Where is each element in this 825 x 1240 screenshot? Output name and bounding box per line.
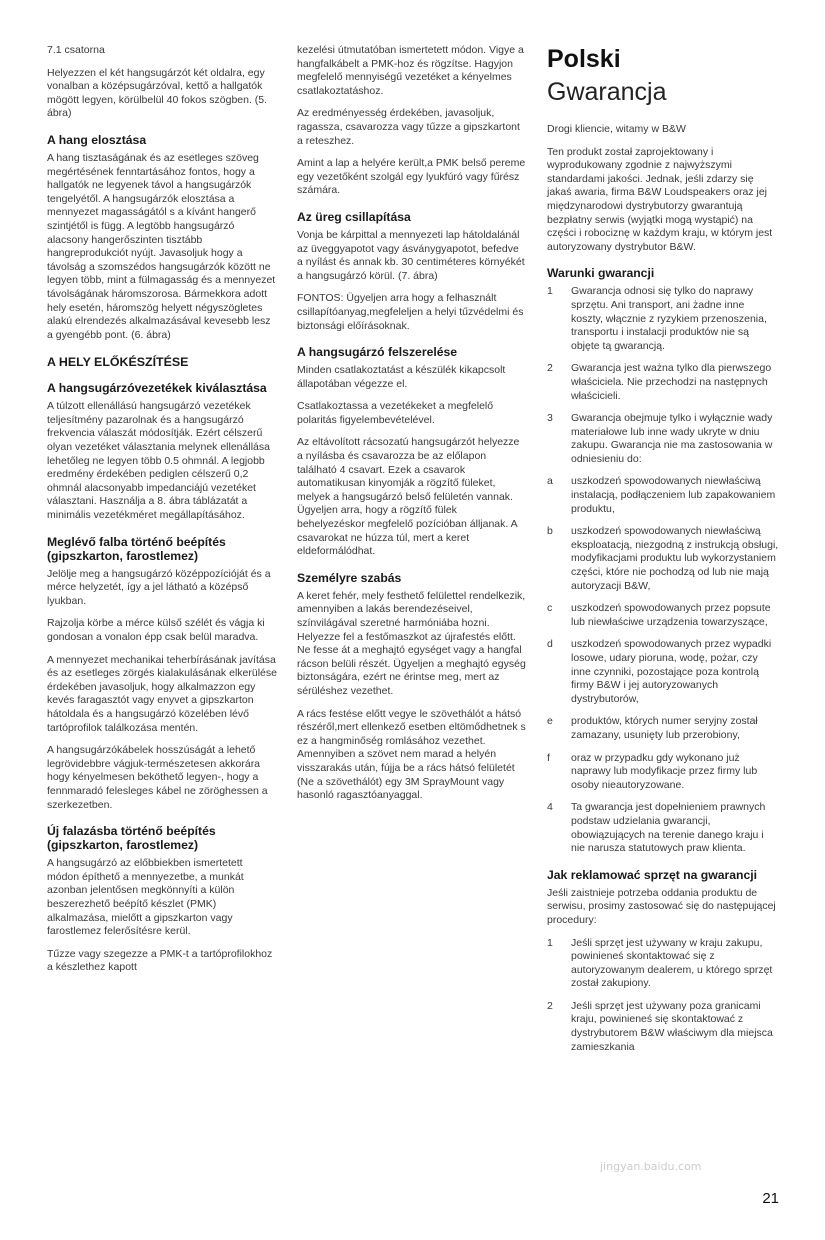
- list-marker: e: [547, 715, 553, 728]
- list-item-text: Ta gwarancja jest dopełnieniem prawnych podstaw udzielania gwarancji, obowiązujących na terenie danego kraju i nie narusza statutowych praw klienta.: [571, 801, 766, 855]
- paragraph-existing-wall-4: A hangsugárzókábelek hosszúságát a lehető legrövidebbre vágjuk-természetesen akkorára hogy kényelmesen beköthető legyen-, hogy a fennmaradó felesleges kábel ne zöröghessen a szerkezetben.: [47, 744, 268, 811]
- list-item: [547, 362, 779, 403]
- list-item-text: Gwarancja odnosi się tylko do naprawy sprzętu. Ani transport, ani żadne inne koszty, włącznie z ryzykiem przenoszenia, transportu i instalacji produktów nie są objęte tą gwarancją.: [571, 285, 767, 352]
- list-item-text: uszkodzeń spowodowanych przez popsute lub niewłaściwe urządzenia towarzyszące,: [571, 602, 771, 628]
- list-marker: c: [547, 602, 553, 615]
- list-item: [547, 412, 779, 466]
- page-number: 21: [762, 1190, 779, 1207]
- list-item: [547, 715, 779, 742]
- list-item: [547, 638, 779, 706]
- paragraph-cable-selection: A túlzott ellenállású hangsugárzó vezetékek teljesítmény pazarolnak és a hangsugárzó frekvencia válaszát módosítják. Ezért célszerű olyan vezetéket választania melynek ellenállása lehetőleg ne legyen több 0.5 ohmnál. A legjobb eredmény érdekében pediglen célszerű 0,2 ohmnál alacsonyabb impedanciájú vezetéket választani. Használja a 8. ábra táblázatát a minimális vezetékméret megállapításához.: [47, 400, 270, 522]
- paragraph-mounting-3: Az eltávolított rácsozatú hangsugárzót helyezze a nyílásba és csavarozza be az előlapon található 4 csavart. Ezek a csavarok automatikusan kinyomják a rögzítő füleket, melyek a hangsugárzó belső felületén vannak. Ügyeljen arra, hogy a rögzítő fülek behelyezéskor megfelelő pozícióban álljanak. A csavarokat ne húzza túl, mert a keret eldeformálódhat.: [297, 436, 520, 558]
- paragraph-continued-3: Amint a lap a helyére került,a PMK belső pereme egy vezetőként szolgál egy lyukfúró vagy fűrész számára.: [297, 157, 526, 197]
- heading-cavity-damping: Az üreg csillapítása: [297, 209, 411, 224]
- list-item-text: oraz w przypadku gdy wykonano już naprawy lub modyfikacje przez firmy lub osoby nieautoryzowane.: [571, 751, 758, 791]
- paragraph-sound-distribution: A hang tisztaságának és az esetleges szöveg megértésének fenntartásához fontos, hogy a hallgatók ne legyenek távol a hangsugárzók tengelyétől. A hangsugárzók elosztása a mennyezet magasságától s a kívánt hangerő szintjétől is függ. A legtöbb hangsugárzó alacsony hangerőszinten tisztább hangreprodukciót nyújt. Javasoljuk hogy a távolság a szomszédos hangsugárzók között ne legyen több, mint a fülmagasság és a mennyezet távolságának háromszorosa. Bármekkora adott hely esetén, háromszög helyett négyszögletes alakú elrendezés alkalmazásával kevesebb lesz a gyengébb pont. (6. ábra): [47, 151, 276, 341]
- list-item: [547, 475, 779, 516]
- column-3-polish: [547, 44, 779, 1063]
- list-item-text: uszkodzeń spowodowanych niewłaściwą eksploatacją, niezgodną z instrukcją obsługi, modyfikacjami produktu lub wykorzystaniem części, które nie pochodzą od lub nie mają autoryzacji B&W,: [571, 525, 779, 592]
- paragraph-continued-1: kezelési útmutatóban ismertetett módon. Vigye a hangfalkábelt a PMK-hoz és rögzítse. Hagyjon megfelelő mennyiségű vezetéket a kényelmes csatlakoztatáshoz.: [297, 44, 524, 97]
- list-item: [547, 801, 779, 855]
- paragraph-mounting-1: Minden csatlakoztatást a készülék kikapcsolt állapotában végezze el.: [297, 364, 506, 390]
- list-item: [547, 752, 779, 793]
- column-1-hungarian: [47, 44, 277, 984]
- paragraph-continued-2: Az eredményesség érdekében, javasoljuk, ragassza, csavarozza vagy tűzze a gipszkartont a reteszhez.: [297, 107, 520, 147]
- list-item: [547, 1000, 779, 1054]
- paragraph-customisation-1: A keret fehér, mely festhető felülettel rendelkezik, amennyiben a lakás berendezéseivel, színvilágával szeretné harmóniába hozni. Helyezze fel a festőmaszkot az újrafestés előtt. Ne fesse át a meghajtó egységet vagy a hangfal rácson belüli részét. Ügyeljen a meghajtó egység biztonságára, ezért ne érintse meg, mert az sérüléshez vezethet.: [297, 589, 526, 697]
- warranty-conditions-list: [547, 285, 779, 855]
- heading-site-preparation: A HELY ELŐKÉSZÍTÉSE: [47, 355, 189, 370]
- list-marker: 1: [547, 936, 553, 949]
- paragraph-claim-intro: Jeśli zaistnieje potrzeba oddania produktu de serwisu, prosimy zastosować się do następującej procedury:: [547, 886, 776, 926]
- paragraph-cavity-damping-2: FONTOS: Ügyeljen arra hogy a felhasznált csillapítóanyag,megfeleljen a helyi tűzvédelmi és biztonsági előírásoknak.: [297, 292, 524, 332]
- paragraph-warranty-intro: Ten produkt został zaprojektowany i wyprodukowany zgodnie z najwyższymi standardami jakości. Jednak, jeśli zdarzy się jakaś awaria, firma B&W Loudspeakers oraz jej międzynarodowi dystrybutorzy gwarantują bezpłatny serwis (wyjątki mogą wystąpić) na części i robociznę w każdym kraju, w którym jest autoryzowany dystrybutor B&W.: [547, 145, 773, 253]
- list-item-text: uszkodzeń spowodowanych niewłaściwą instalacją, podłączeniem lub zapakowaniem produktu,: [571, 475, 776, 515]
- list-marker: 1: [547, 285, 553, 298]
- heading-new-wall: Új falazásba történő beépítés (gipszkarton, farostlemez): [47, 824, 216, 853]
- paragraph-intro: Helyezzen el két hangsugárzót két oldalra, egy vonalban a középsugárzóval, kettő a hallgatók mögött legyen, körülbelül 40 fokos szögben. (5. ábra): [47, 66, 268, 120]
- heading-cable-selection: A hangsugárzóvezetékek kiválasztása: [47, 381, 267, 396]
- page-title: Gwarancja: [547, 78, 667, 106]
- list-item: [547, 525, 779, 593]
- list-item-text: Gwarancja obejmuje tylko i wyłącznie wady materiałowe lub inne wady ukryte w dniu zakupu. Gwarancja nie ma zastosowania w odniesieniu do:: [571, 412, 773, 465]
- list-item-text: uszkodzeń spowodowanych przez wypadki losowe, udary pioruna, wodę, pożar, czy inne czynniki, pozostające poza kontrolą firmy B&W i jej autoryzowanych dystrybutorów,: [571, 638, 772, 705]
- claim-steps-list: [547, 937, 779, 1055]
- language-heading: Polski: [547, 45, 621, 73]
- list-marker: a: [547, 475, 553, 488]
- list-marker: 4: [547, 801, 553, 814]
- paragraph-customisation-2: A rács festése előtt vegye le szövethálót a hátsó részéről,mert ellenkező esetben eltömődhetnek s ez a hangminőség romlásához vezethet. Amennyiben a szövet nem marad a helyén visszarakás után, fújja be a rács hátsó felületét (Ne a szövethálót) egy 3M SprayMount vagy hasonló ragasztóanyaggal.: [297, 707, 526, 802]
- list-item-text: Gwarancja jest ważna tylko dla pierwszego właściciela. Nie przechodzi na następnych właścicieli.: [571, 362, 772, 402]
- heading-speaker-mounting: A hangsugárzó felszerelése: [297, 345, 458, 360]
- paragraph-existing-wall-3: A mennyezet mechanikai teherbírásának javítása és az esetleges zörgés kialakulásának elkerülése érdekében javasoljuk, hogy alkalmazzon egy kevés faragasztót vagy enyvet a gipszkarton hátoldala és a hangsugárzó közelében lévő tartóprofilok találkozása mentén.: [47, 653, 277, 734]
- watermark: jingyan.baidu.com: [600, 1160, 702, 1173]
- list-item: [547, 285, 779, 353]
- paragraph-existing-wall-1: Jelölje meg a hangsugárzó középpozícióját és a mérce helyzetét, így a jel látható a középső lyukban.: [47, 567, 271, 607]
- list-item-text: Jeśli sprzęt jest używany w kraju zakupu, powinieneś skontaktować się z autoryzowanym dealerem, u którego sprzęt został zakupiony.: [571, 936, 773, 990]
- list-marker: f: [547, 751, 550, 764]
- list-marker: 2: [547, 362, 553, 375]
- paragraph-greeting: Drogi kliencie, witamy w B&W: [547, 123, 686, 135]
- list-marker: b: [547, 525, 553, 538]
- list-item: [547, 602, 779, 629]
- paragraph-existing-wall-2: Rajzolja körbe a mérce külső szélét és vágja ki gondosan a vonalon épp csak belül maradva.: [47, 617, 265, 643]
- paragraph-new-wall-2: Tűzze vagy szegezze a PMK-t a tartóprofilokhoz a készlethez kapott: [47, 947, 273, 974]
- list-marker: 3: [547, 412, 553, 425]
- column-2-hungarian: [297, 44, 526, 812]
- paragraph-71-channel: 7.1 csatorna: [47, 44, 105, 56]
- list-marker: d: [547, 638, 553, 651]
- heading-existing-wall: Meglévő falba történő beépítés (gipszkarton, farostlemez): [47, 534, 226, 563]
- heading-customisation: Személyre szabás: [297, 570, 402, 585]
- heading-warranty-conditions: Warunki gwarancji: [547, 266, 655, 281]
- list-item: [547, 937, 779, 991]
- list-item-text: Jeśli sprzęt jest używany poza granicami kraju, powinieneś się skontaktować z dystrybutorem B&W właściwym dla miejsca zamieszkania: [571, 999, 773, 1053]
- paragraph-new-wall-1: A hangsugárzó az előbbiekben ismertetett módon építhető a mennyezetbe, a munkát azonban jelentősen megkönnyíti a külön beszerezhető beépítő készlet (PMK) alkalmazása, mielőtt a gipszkarton vagy farostlemez felerősítésre kerül.: [47, 857, 244, 938]
- heading-sound-distribution: A hang elosztása: [47, 132, 147, 147]
- paragraph-mounting-2: Csatlakoztassa a vezetékeket a megfelelő polaritás figyelembevételével.: [297, 400, 494, 426]
- list-item-text: produktów, których numer seryjny został zamazany, usunięty lub przerobiony,: [571, 715, 758, 741]
- paragraph-cavity-damping-1: Vonja be kárpittal a mennyezeti lap hátoldalánál az üveggyapotot vagy ásványgyapotot, befedve a nyílást és annak kb. 30 centiméteres környékét a hangsugárzó körül. (7. ábra): [297, 228, 525, 282]
- list-marker: 2: [547, 999, 553, 1012]
- heading-how-to-claim: Jak reklamować sprzęt na gwarancji: [547, 867, 757, 882]
